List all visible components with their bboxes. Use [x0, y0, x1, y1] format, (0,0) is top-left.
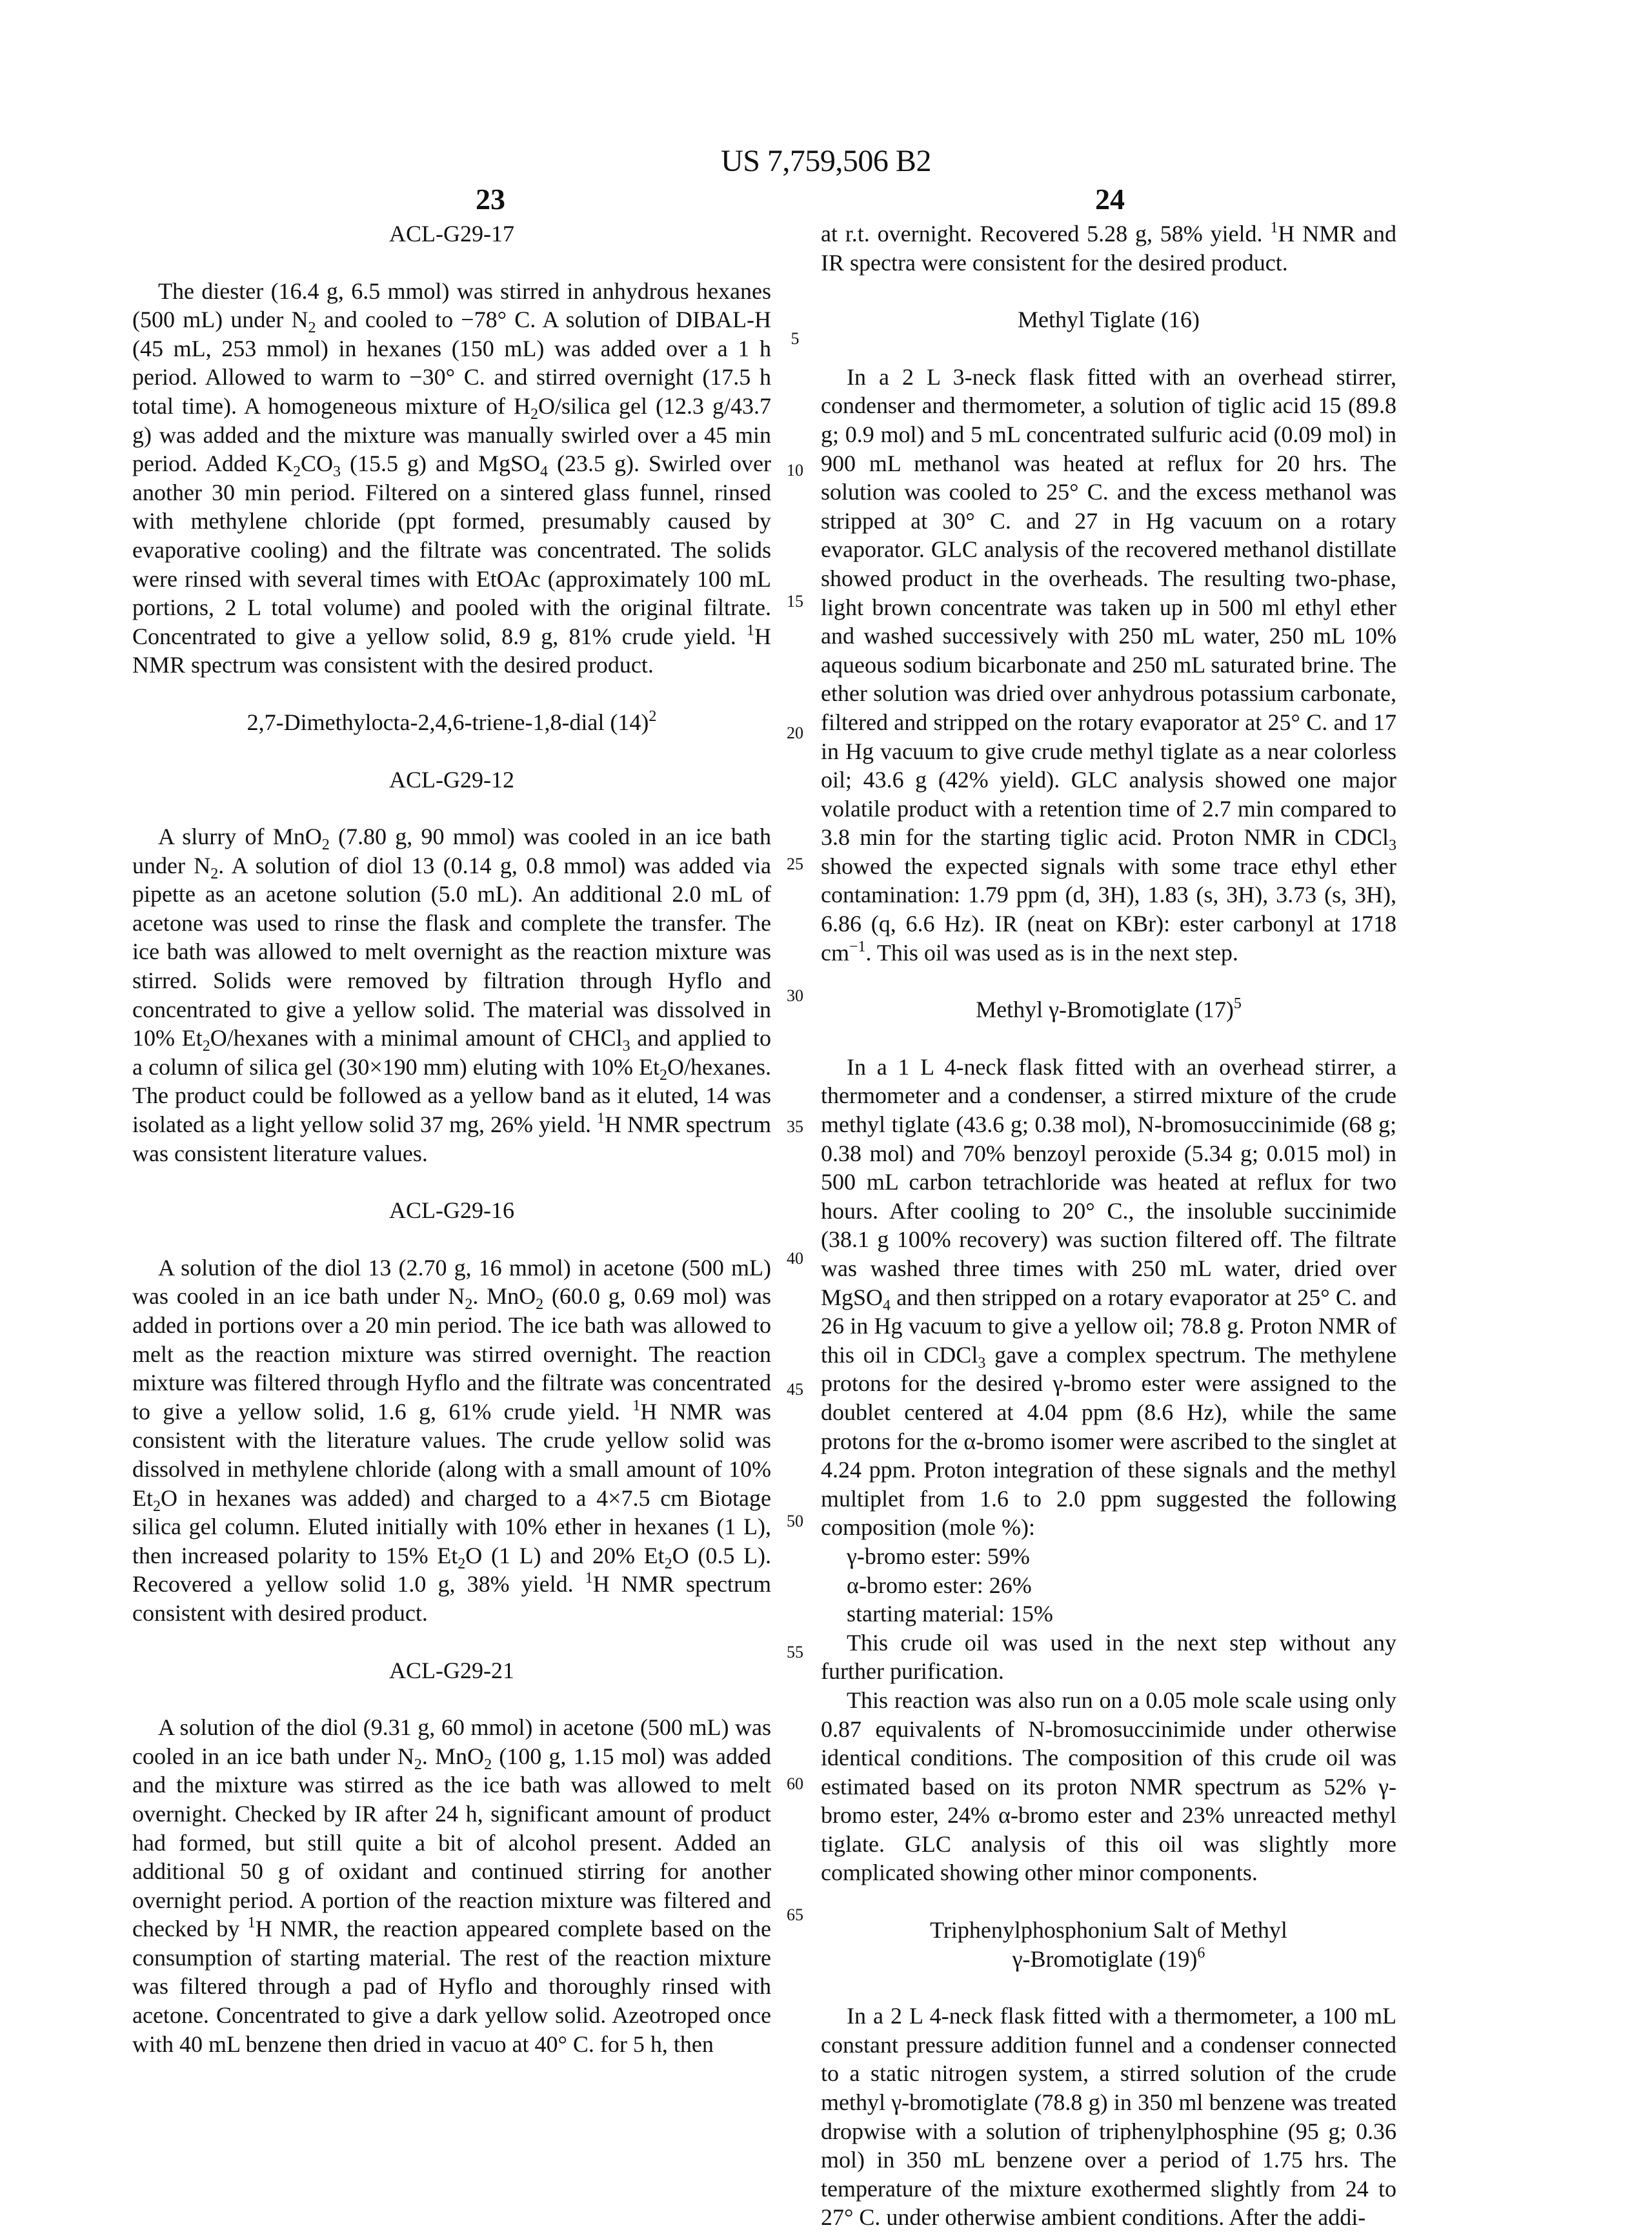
- superscript: 6: [1197, 1945, 1205, 1962]
- section-heading: [132, 766, 771, 795]
- text-run: and applied to a column of silica gel (30×190 mm) eluting with 10% Et: [132, 1025, 771, 1080]
- subscript: 2: [293, 463, 301, 480]
- superscript: 1: [1270, 219, 1278, 236]
- text-run: H NMR spectrum was consistent with the desired product.: [132, 624, 771, 678]
- text-run: H NMR, the reaction appeared complete based on the consumption of starting material. The rest of the reaction mixture was filtered through a pad of Hyflo and thoroughly rinsed with acetone. Concentrated to give a dark yellow solid. Azeotroped once with 40 mL benzene then dried in vacuo at 40° C. for 5 h, then: [132, 1916, 771, 2056]
- line-number: 45: [782, 1380, 808, 1399]
- line-number: 60: [782, 1774, 808, 1794]
- text-run: starting material: 15%: [847, 1601, 1053, 1627]
- subscript: 2: [465, 1296, 472, 1313]
- subscript: 2: [203, 1038, 210, 1055]
- text-run: In a 2 L 4-neck flask fitted with a thermometer, a 100 mL constant pressure addition funnel and a condenser connected to a static nitrogen system, a stirred solution of the crude methyl γ-bromotiglate (78.8 g) in 350 ml benzene was treated dropwise with a solution of triphenylphosphine (95 g; 0.36 mol) in 350 mL benzene over a period of 1.75 hrs. The temperature of the mixture exothermed slightly from 24 to 27° C. under otherwise ambient conditions. After the addi-: [821, 2003, 1396, 2230]
- line-number: 5: [782, 329, 808, 349]
- left-text-column: [132, 219, 771, 2058]
- text-run: A slurry of MnO: [158, 824, 322, 849]
- subscript: 2: [153, 1498, 161, 1515]
- text-run: H NMR spectrum was consistent literature values.: [132, 1111, 771, 1166]
- line-number: 20: [782, 724, 808, 743]
- text-run: . MnO: [422, 1743, 484, 1769]
- body-paragraph: [132, 277, 771, 680]
- composition-list-item: [821, 1571, 1396, 1600]
- text-run: showed the expected signals with some trace ethyl ether contamination: 1.79 ppm (d, 3H), 1.83 (s, 3H), 3.73 (s, 3H), 6.86 (q, 6.6 Hz). IR (neat on KBr): ester carbonyl at 1718 cm: [821, 853, 1396, 966]
- subscript: 2: [665, 1556, 672, 1572]
- line-number: 35: [782, 1117, 808, 1137]
- section-heading: [132, 1196, 771, 1225]
- text-run: ACL-G29-21: [389, 1658, 514, 1683]
- line-number: 25: [782, 855, 808, 874]
- line-number: 15: [782, 592, 808, 611]
- text-run: γ-bromo ester: 59%: [847, 1543, 1030, 1569]
- text-run: (7.80 g, 90 mmol) was cooled in an ice bath under N: [132, 824, 771, 878]
- line-number: 50: [782, 1512, 808, 1531]
- text-run: and cooled to −78° C. A solution of DIBAL-H (45 mL, 253 mmol) in hexanes (150 mL) was added over a 1 h period. Allowed to warm to −30° C. and stirred overnight (17.5 h total time). A homogeneous mixture of H: [132, 307, 771, 419]
- text-run: O in hexanes was added) and charged to a 4×7.5 cm Biotage silica gel column. Eluted initially with 10% ether in hexanes (1 L), then increased polarity to 15% Et: [132, 1485, 771, 1568]
- subscript: 3: [623, 1038, 630, 1055]
- subscript: 2: [458, 1556, 465, 1572]
- text-run: γ-Bromotiglate (19): [1012, 1946, 1198, 1972]
- right-text-column: [821, 219, 1396, 2232]
- text-run: . A solution of diol 13 (0.14 g, 0.8 mmol) was added via pipette as an acetone solution (5.0 mL). An additional 2.0 mL of acetone was used to rinse the flask and complete the transfer. The ice bath was allowed to melt overnight as the reaction mixture was stirred. Solids were removed by filtration through Hyflo and concentrated to give a yellow solid. The material was dissolved in 10% Et: [132, 853, 771, 1051]
- line-number: 30: [782, 986, 808, 1006]
- section-heading: [132, 1656, 771, 1685]
- text-run: This reaction was also run on a 0.05 mole scale using only 0.87 equivalents of N-bromosuccinimide under otherwise identical conditions. The composition of this crude oil was estimated based on its proton NMR spectrum as 52% γ-bromo ester, 24% α-bromo ester and 23% unreacted methyl tiglate. GLC analysis of this oil was slightly more complicated showing other minor components.: [821, 1687, 1396, 1886]
- text-run: This crude oil was used in the next step without any further purification.: [821, 1630, 1396, 1685]
- text-run: and then stripped on a rotary evaporator at 25° C. and 26 in Hg vacuum to give a yellow oil; 78.8 g. Proton NMR of this oil in CDCl: [821, 1284, 1396, 1368]
- subscript: 2: [210, 866, 218, 882]
- body-paragraph: [821, 1686, 1396, 1887]
- text-run: In a 2 L 3-neck flask fitted with an overhead stirrer, condenser and thermometer, a solution of tiglic acid 15 (89.8 g; 0.9 mol) and 5 mL concentrated sulfuric acid (0.09 mol) in 900 mL methanol was heated at reflux for 20 hrs. The solution was cooled to 25° C. and the excess methanol was stripped at 30° C. and 27 in Hg vacuum on a rotary evaporator. GLC analysis of the recovered methanol distillate showed product in the overheads. The resulting two-phase, light brown concentrate was taken up in 500 ml ethyl ether and washed successively with 250 mL water, 250 mL 10% aqueous sodium bicarbonate and 250 mL saturated brine. The ether solution was dried over anhydrous potassium carbonate, filtered and stripped on the rotary evaporator at 25° C. and 17 in Hg vacuum to give crude methyl tiglate as a near colorless oil; 43.6 g (42% yield). GLC analysis showed one major volatile product with a retention time of 2.7 min compared to 3.8 min for the starting tiglic acid. Proton NMR in CDCl: [821, 364, 1396, 851]
- text-run: CO: [301, 451, 333, 476]
- text-run: 2,7-Dimethylocta-2,4,6-triene-1,8-dial (14): [247, 709, 649, 735]
- superscript: 1: [585, 1570, 593, 1587]
- section-heading: [821, 995, 1396, 1024]
- patent-number: US 7,759,506 B2: [0, 143, 1652, 179]
- line-number: 65: [782, 1905, 808, 1925]
- text-run: O/hexanes with a minimal amount of CHCl: [210, 1025, 623, 1051]
- column-number-left: 23: [426, 182, 555, 216]
- subscript: 3: [978, 1355, 985, 1372]
- text-run: (23.5 g). Swirled over another 30 min period. Filtered on a sintered glass funnel, rinsed with methylene chloride (ppt formed, presumably caused by evaporative cooling) and the filtrate was concentrated. The solids were rinsed with several times with EtOAc (approximately 100 mL portions, 2 L total volume) and pooled with the original filtrate. Concentrated to give a yellow solid, 8.9 g, 81% crude yield.: [132, 451, 771, 649]
- text-run: H NMR was consistent with the literature values. The crude yellow solid was dissolved in methylene chloride (along with a small amount of 10% Et: [132, 1399, 771, 1511]
- text-run: A solution of the diol 13 (2.70 g, 16 mmol) in acetone (500 mL) was cooled in an ice bath under N: [132, 1255, 771, 1310]
- text-run: O/hexanes. The product could be followed as a yellow band as it eluted, 14 was isolated as a light yellow solid 37 mg, 26% yield.: [132, 1054, 771, 1137]
- text-run: Methyl γ-Bromotiglate (17): [976, 997, 1234, 1022]
- section-heading: [821, 305, 1396, 334]
- text-run: (100 g, 1.15 mol) was added and the mixture was stirred as the ice bath was allowed to melt overnight. Checked by IR after 24 h, significant amount of product had formed, but still quite a bit of alcohol present. Added an additional 50 g of oxidant and continued stirring for another overnight period. A portion of the reaction mixture was filtered and checked by: [132, 1743, 771, 1942]
- text-run: O (0.5 L). Recovered a yellow solid 1.0 g, 38% yield.: [132, 1543, 771, 1598]
- body-paragraph: [132, 822, 771, 1168]
- line-number: 10: [782, 461, 808, 480]
- text-run: at r.t. overnight. Recovered 5.28 g, 58% yield.: [821, 221, 1270, 247]
- superscript: 2: [649, 708, 656, 725]
- composition-list-item: [821, 1599, 1396, 1628]
- text-run: The diester (16.4 g, 6.5 mmol) was stirred in anhydrous hexanes (500 mL) under N: [132, 278, 771, 333]
- superscript: 5: [1234, 995, 1242, 1012]
- text-run: In a 1 L 4-neck flask fitted with an overhead stirrer, a thermometer and a condenser, a stirred mixture of the crude methyl tiglate (43.6 g; 0.38 mol), N-bromosuccinimide (68 g; 0.38 mol) and 70% benzoyl peroxide (5.34 g; 0.015 mol) in 500 mL carbon tetrachloride was heated at reflux for two hours. After cooling to 20° C., the insoluble succinimide (38.1 g 100% recovery) was suction filtered off. The filtrate was washed three times with 250 mL water, dried over MgSO: [821, 1054, 1396, 1310]
- text-run: O/silica gel (12.3 g/43.7 g) was added and the mixture was manually swirled over a 45 min period. Added K: [132, 393, 771, 476]
- body-paragraph: [821, 219, 1396, 277]
- superscript: 1: [597, 1110, 605, 1127]
- subscript: 3: [333, 463, 341, 480]
- text-run: O (1 L) and 20% Et: [465, 1543, 664, 1568]
- superscript: 1: [248, 1914, 256, 1931]
- text-run: (15.5 g) and MgSO: [341, 451, 540, 476]
- body-paragraph: [132, 1713, 771, 2058]
- text-run: (60.0 g, 0.69 mol) was added in portions over a 20 min period. The ice bath was allowed to melt as the reaction mixture was stirred overnight. The reaction mixture was filtered through Hyflo and the filtrate was concentrated to give a yellow solid, 1.6 g, 61% crude yield.: [132, 1283, 771, 1424]
- text-run: ACL-G29-17: [389, 221, 514, 247]
- text-run: ACL-G29-12: [389, 767, 514, 793]
- body-paragraph: [821, 1053, 1396, 1542]
- line-number: 40: [782, 1249, 808, 1268]
- subscript: 2: [414, 1756, 422, 1773]
- text-run: . This oil was used as is in the next step.: [866, 940, 1238, 966]
- superscript: 1: [632, 1397, 640, 1414]
- text-run: Triphenylphosphonium Salt of Methyl: [930, 1917, 1287, 1943]
- body-paragraph: [132, 1253, 771, 1628]
- subscript: 4: [540, 463, 548, 480]
- section-heading: [821, 1916, 1396, 1973]
- line-number: 55: [782, 1643, 808, 1662]
- text-run: α-bromo ester: 26%: [847, 1572, 1032, 1598]
- subscript: 2: [536, 1296, 543, 1313]
- text-run: ACL-G29-16: [389, 1197, 514, 1223]
- text-run: H NMR and IR spectra were consistent for the desired product.: [821, 221, 1396, 276]
- subscript: 2: [530, 406, 538, 423]
- superscript: 1: [747, 622, 754, 639]
- subscript: 3: [1389, 837, 1396, 854]
- subscript: 2: [308, 320, 316, 336]
- column-number-right: 24: [1045, 182, 1174, 216]
- subscript: 2: [322, 837, 330, 853]
- text-run: gave a complex spectrum. The methylene protons for the desired γ-bromo ester were assigned to the doublet centered at 4.04 ppm (8.6 Hz), while the same protons for the α-bromo isomer were ascribed to the singlet at 4.24 ppm. Proton integration of these signals and the methyl multiplet from 1.6 to 2.0 ppm suggested the following composition (mole %):: [821, 1342, 1396, 1541]
- section-heading: [132, 219, 771, 249]
- section-heading: [132, 708, 771, 737]
- text-run: A solution of the diol (9.31 g, 60 mmol) in acetone (500 mL) was cooled in an ice bath under N: [132, 1714, 771, 1769]
- subscript: 4: [883, 1297, 891, 1314]
- composition-list-item: [821, 1542, 1396, 1571]
- body-paragraph: [821, 1628, 1396, 1686]
- text-run: H NMR spectrum consistent with desired product.: [132, 1571, 771, 1626]
- body-paragraph: [821, 363, 1396, 967]
- body-paragraph: [821, 2002, 1396, 2232]
- text-run: Methyl Tiglate (16): [1018, 307, 1200, 332]
- superscript: −1: [849, 938, 866, 955]
- subscript: 2: [660, 1067, 667, 1084]
- subscript: 2: [484, 1756, 492, 1773]
- text-run: . MnO: [472, 1283, 536, 1309]
